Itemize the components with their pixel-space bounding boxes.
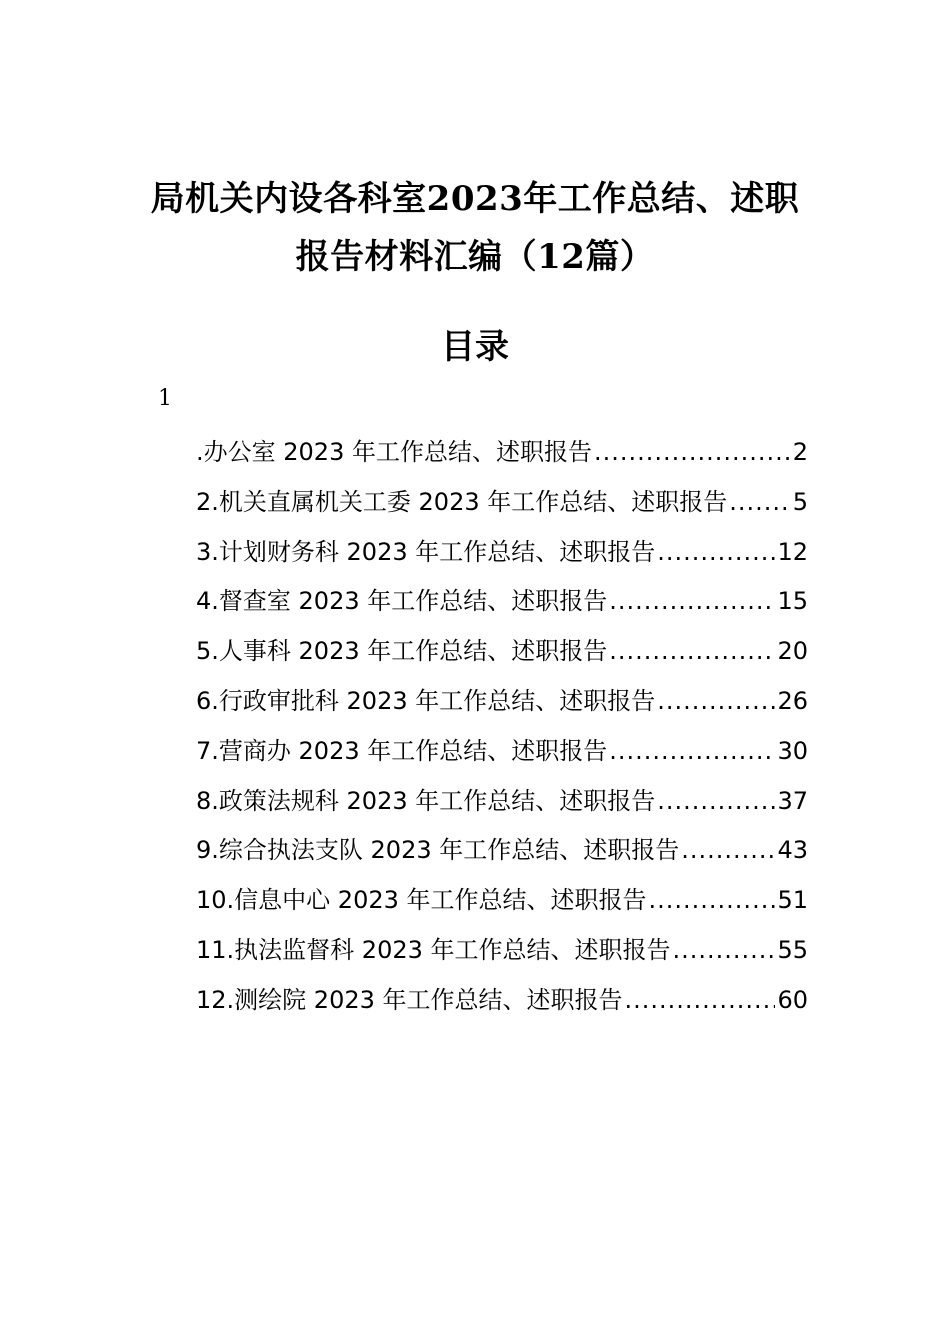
toc-leader-dots [649, 876, 776, 926]
toc-entry-title: 3.计划财务科 2023 年工作总结、述职报告 [196, 537, 656, 566]
document-title-line-2: 报告材料汇编（12篇） [295, 237, 655, 277]
toc-entry-title: 4.督查室 2023 年工作总结、述职报告 [196, 587, 608, 616]
toc-entry-page: 20 [777, 637, 808, 666]
toc-leader-dots [609, 577, 775, 627]
toc-entry-title: 5.人事科 2023 年工作总结、述职报告 [196, 637, 608, 666]
toc-entry-page: 60 [777, 985, 808, 1014]
page-number: 1 [158, 386, 172, 411]
toc-leader-dots [609, 627, 775, 677]
toc-entry-6[interactable] [196, 677, 808, 727]
document-title [100, 170, 850, 286]
toc-entry-page: 51 [777, 886, 808, 915]
document-title-line-1: 局机关内设各科室2023年工作总结、述职 [150, 179, 800, 219]
toc-entry-page: 12 [777, 537, 808, 566]
toc-entry-8[interactable] [196, 777, 808, 827]
toc-entry-2[interactable] [196, 478, 808, 528]
toc-leader-dots [657, 777, 775, 827]
table-of-contents [196, 428, 808, 1026]
toc-entry-title: .办公室 2023 年工作总结、述职报告 [196, 438, 592, 466]
toc-entry-1[interactable] [196, 428, 808, 478]
toc-entry-7[interactable] [196, 727, 808, 777]
toc-leader-dots [657, 528, 775, 578]
toc-entry-title: 12.测绘院 2023 年工作总结、述职报告 [196, 985, 623, 1014]
toc-entry-11[interactable] [196, 926, 808, 976]
toc-leader-dots [729, 478, 790, 528]
toc-entry-10[interactable] [196, 876, 808, 926]
toc-entry-title: 11.执法监督科 2023 年工作总结、述职报告 [196, 935, 671, 964]
toc-leader-dots [673, 926, 776, 976]
toc-entry-page: 15 [777, 587, 808, 616]
toc-leader-dots [681, 826, 775, 876]
toc-leader-dots [657, 677, 775, 727]
toc-entry-9[interactable] [196, 826, 808, 876]
toc-entry-page: 30 [777, 736, 808, 765]
toc-entry-title: 9.综合执法支队 2023 年工作总结、述职报告 [196, 836, 680, 865]
toc-entry-title: 2.机关直属机关工委 2023 年工作总结、述职报告 [196, 487, 728, 516]
toc-entry-page: 37 [777, 786, 808, 815]
toc-entry-title: 8.政策法规科 2023 年工作总结、述职报告 [196, 786, 656, 815]
toc-leader-dots [594, 428, 791, 478]
toc-entry-title: 7.营商办 2023 年工作总结、述职报告 [196, 736, 608, 765]
toc-entry-page: 43 [777, 836, 808, 865]
toc-entry-page: 55 [777, 935, 808, 964]
toc-leader-dots [625, 976, 776, 1026]
toc-entry-title: 6.行政审批科 2023 年工作总结、述职报告 [196, 686, 656, 715]
toc-entry-12[interactable] [196, 976, 808, 1026]
toc-entry-4[interactable] [196, 577, 808, 627]
toc-entry-5[interactable] [196, 627, 808, 677]
toc-entry-page: 26 [777, 686, 808, 715]
toc-entry-3[interactable] [196, 528, 808, 578]
toc-entry-title: 10.信息中心 2023 年工作总结、述职报告 [196, 886, 647, 915]
toc-entry-page: 2 [792, 438, 808, 466]
toc-leader-dots [609, 727, 775, 777]
toc-entry-page: 5 [792, 487, 808, 516]
toc-heading: 目录 [441, 327, 509, 367]
